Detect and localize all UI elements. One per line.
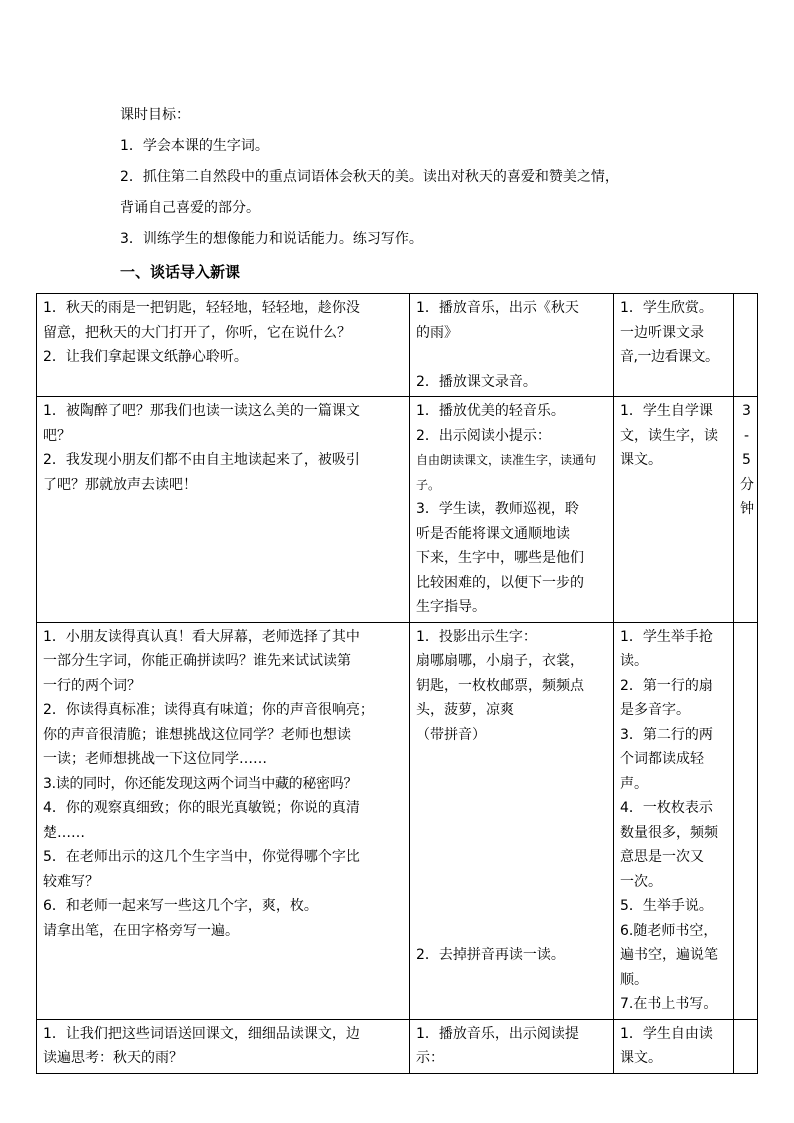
cell-line: 1．播放优美的轻音乐。 xyxy=(416,403,565,419)
cell-line: 6．和老师一起来写一些这几个字，爽，枚。 xyxy=(43,898,318,914)
cell-line: 1．学生举手抢 xyxy=(620,628,713,645)
cell-line: 2．让我们拿起课文纸静心聆听。 xyxy=(43,349,248,365)
objective-item: 2．抓住第二自然段中的重点词语体会秋天的美。读出对秋天的喜爱和赞美之情， xyxy=(120,169,619,185)
cell-line: 4．一枚枚表示 xyxy=(620,800,713,816)
cell-line: 楚…… xyxy=(43,824,85,841)
time-cell xyxy=(734,294,758,397)
cell-line: 留意，把秋天的大门打开了，你听，它在说什么？ xyxy=(43,324,351,341)
cell-line: 1．学生自由读 xyxy=(620,1025,713,1042)
cell-line: 5．在老师出示的这几个生字当中，你觉得哪个字比 xyxy=(43,849,360,865)
cell-line: 3.读的同时，你还能发现这两个词当中藏的秘密吗？ xyxy=(43,775,358,792)
cell-line: 1．小朋友读得真认真！看大屏幕，老师选择了其中 xyxy=(43,628,360,645)
time-char: 分 xyxy=(740,476,754,493)
objective-item: 1．学会本课的生字词。 xyxy=(120,138,269,154)
media-cell xyxy=(410,622,614,1019)
section-title: 一、谈话导入新课 xyxy=(120,263,241,281)
blank-line xyxy=(416,894,609,919)
objectives-heading: 课时目标： xyxy=(120,107,190,123)
cell-line: 扇哪扇哪，小扇子，衣裳， xyxy=(416,653,584,669)
cell-line: 顺。 xyxy=(620,971,648,988)
cell-line: 1．学生欣赏。 xyxy=(620,300,713,316)
cell-line: 一行的两个词？ xyxy=(43,677,141,694)
blank-line xyxy=(416,821,609,846)
cell-line: 声。 xyxy=(620,775,648,792)
blank-line xyxy=(416,845,609,870)
cell-line: 2．你读得真标准；读得真有味道；你的声音很响亮； xyxy=(43,702,374,718)
blank-line xyxy=(416,796,609,821)
cell-line: 2．我发现小朋友们都不由自主地读起来了，被吸引 xyxy=(43,452,360,468)
cell-line: 了吧？那就放声去读吧！ xyxy=(43,476,197,493)
blank-line xyxy=(416,919,609,944)
cell-line: 意思是一次又 xyxy=(620,849,704,865)
blank-line xyxy=(416,870,609,895)
time-cell xyxy=(734,622,758,1019)
cell-line: 1．播放音乐，出示阅读提 xyxy=(416,1025,579,1042)
cell-line: 示： xyxy=(416,1050,444,1066)
time-char: - xyxy=(743,427,750,444)
cell-line: 个词都读成轻 xyxy=(620,751,704,767)
cell-line: 3．学生读，教师巡视，聆 xyxy=(416,501,579,517)
cell-line: 2．出示阅读小提示： xyxy=(416,427,551,444)
cell-line: 音,一边看课文。 xyxy=(620,349,719,365)
blank-line xyxy=(416,772,609,797)
teacher-cell xyxy=(37,622,410,1019)
cell-line: 3．第二行的两 xyxy=(620,726,713,743)
time-char: 5 xyxy=(742,452,751,468)
time-char: 3 xyxy=(742,403,751,419)
cell-line: 你的声音很清脆；谁想挑战这位同学？老师也想读 xyxy=(43,726,351,743)
cell-line: 1．被陶醉了吧？那我们也读一读这么美的一篇课文 xyxy=(43,403,360,419)
cell-line: 7.在书上书写。 xyxy=(620,996,718,1012)
objective-item: 3．训练学生的想像能力和说话能力。练习写作。 xyxy=(120,231,423,247)
cell-line: 生字指导。 xyxy=(416,599,486,615)
lesson-plan-table xyxy=(36,293,758,1074)
cell-line: 头，菠萝，凉爽 xyxy=(416,702,514,718)
table-row xyxy=(37,622,758,1019)
time-char: 钟 xyxy=(740,501,754,517)
student-cell xyxy=(614,294,734,397)
cell-line: 2．第一行的扇 xyxy=(620,677,713,694)
cell-line: 是多音字。 xyxy=(620,702,690,718)
cell-line: 1．播放音乐，出示《秋天 xyxy=(416,300,579,316)
cell-line: 比较困难的，以便下一步的 xyxy=(416,574,584,591)
student-cell xyxy=(614,1019,734,1073)
time-cell xyxy=(734,1019,758,1073)
cell-line: 一次。 xyxy=(620,873,662,890)
cell-line: 读遍思考：秋天的雨？ xyxy=(43,1050,183,1066)
media-cell xyxy=(410,294,614,397)
cell-line: 数量很多，频频 xyxy=(620,824,718,841)
cell-line: 较难写？ xyxy=(43,873,99,890)
teacher-cell xyxy=(37,1019,410,1073)
cell-line: 课文。 xyxy=(620,1050,662,1066)
student-cell xyxy=(614,397,734,623)
cell-line: 文，读生字，读 xyxy=(620,427,718,444)
cell-line: 读。 xyxy=(620,653,648,669)
student-cell xyxy=(614,622,734,1019)
cell-line: 2．去掉拼音再读一读。 xyxy=(416,947,565,963)
table-row xyxy=(37,1019,758,1073)
cell-line: 6.随老师书空， xyxy=(620,922,718,939)
table-row xyxy=(37,397,758,623)
cell-line: （带拼音） xyxy=(416,726,486,743)
cell-line: 请拿出笔，在田字格旁写一遍。 xyxy=(43,922,239,939)
reading-tip: 自由朗读课文，读准生字，读通句子。 xyxy=(416,453,597,492)
cell-line: 5．生举手说。 xyxy=(620,898,713,914)
teacher-cell xyxy=(37,294,410,397)
table-row xyxy=(37,294,758,397)
cell-line: 1．秋天的雨是一把钥匙，轻轻地，轻轻地，趁你没 xyxy=(43,300,360,316)
cell-line: 吧？ xyxy=(43,427,71,444)
cell-line: 1．投影出示生字： xyxy=(416,628,537,645)
lesson-objectives xyxy=(120,100,680,255)
cell-line: 遍书空，遍说笔 xyxy=(620,947,718,963)
cell-line: 1．让我们把这些词语送回课文，细细品读课文，边 xyxy=(43,1025,360,1042)
cell-line: 2．播放课文录音。 xyxy=(416,373,537,390)
cell-line: 1．学生自学课 xyxy=(620,403,713,419)
cell-line: 一部分生字词，你能正确拼读吗？谁先来试试读第 xyxy=(43,653,351,669)
cell-line: 听是否能将课文通顺地读 xyxy=(416,525,570,542)
cell-line: 下来，生字中，哪些是他们 xyxy=(416,550,584,566)
blank-line xyxy=(416,345,609,370)
cell-line: 的雨》 xyxy=(416,324,458,341)
time-cell xyxy=(734,397,758,623)
media-cell xyxy=(410,397,614,623)
media-cell xyxy=(410,1019,614,1073)
cell-line: 钥匙，一枚枚邮票，频频点 xyxy=(416,677,584,694)
cell-line: 一读；老师想挑战一下这位同学…… xyxy=(43,751,267,767)
cell-line: 课文。 xyxy=(620,452,662,468)
cell-line: 4．你的观察真细致；你的眼光真敏锐；你说的真清 xyxy=(43,800,360,816)
objective-item: 背诵自己喜爱的部分。 xyxy=(120,200,260,216)
blank-line xyxy=(416,747,609,772)
cell-line: 一边听课文录 xyxy=(620,324,704,341)
teacher-cell xyxy=(37,397,410,623)
